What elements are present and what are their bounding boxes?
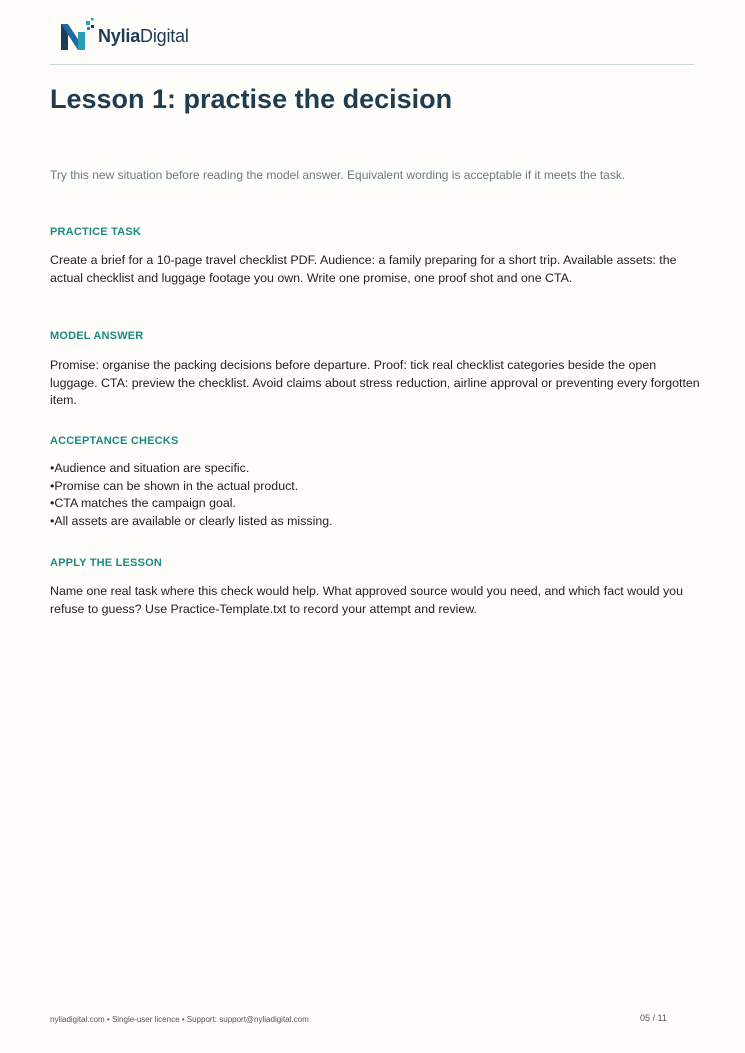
- list-item: • Audience and situation are specific.: [50, 460, 333, 478]
- brand-wordmark: [98, 27, 189, 45]
- practice-task-text: Create a brief for a 10-page travel checklist PDF. Audience: a family preparing for a short trip. Available assets: the actual checklist and luggage footage you own. Write one promise, one proof shot and one CTA.: [50, 253, 677, 285]
- model-answer-heading: MODEL ANSWER: [50, 330, 144, 342]
- brand-suffix: Digital: [140, 26, 189, 46]
- header-logo: [58, 18, 189, 54]
- acceptance-checks-list: [50, 460, 333, 530]
- list-item: • CTA matches the campaign goal.: [50, 495, 333, 513]
- header-divider: [50, 64, 694, 65]
- acceptance-checks-heading: ACCEPTANCE CHECKS: [50, 435, 179, 447]
- footer-info: nyliadigital.com • Single-user licence • Support: support@nyliadigital.com: [50, 1015, 309, 1024]
- page-title: Lesson 1: practise the decision: [50, 84, 453, 114]
- page-number: 05 / 11: [640, 1013, 667, 1023]
- list-item: • All assets are available or clearly listed as missing.: [50, 513, 333, 531]
- nylia-logo-icon: [58, 18, 96, 54]
- brand-name: Nylia: [98, 26, 141, 46]
- list-item: • Promise can be shown in the actual product.: [50, 478, 333, 496]
- practice-task-heading: PRACTICE TASK: [50, 226, 142, 238]
- intro-text: Try this new situation before reading the model answer. Equivalent wording is acceptable if it meets the task.: [50, 168, 626, 182]
- apply-lesson-heading: APPLY THE LESSON: [50, 557, 163, 569]
- apply-lesson-text: Name one real task where this check would help. What approved source would you need, and which fact would you refuse to guess? Use Practice-Template.txt to record your attempt and review.: [50, 584, 683, 616]
- model-answer-text: Promise: organise the packing decisions before departure. Proof: tick real checklist categories beside the open luggage. CTA: preview the checklist. Avoid claims about stress reduction, airline approval or preventing every forgotten item.: [50, 358, 700, 407]
